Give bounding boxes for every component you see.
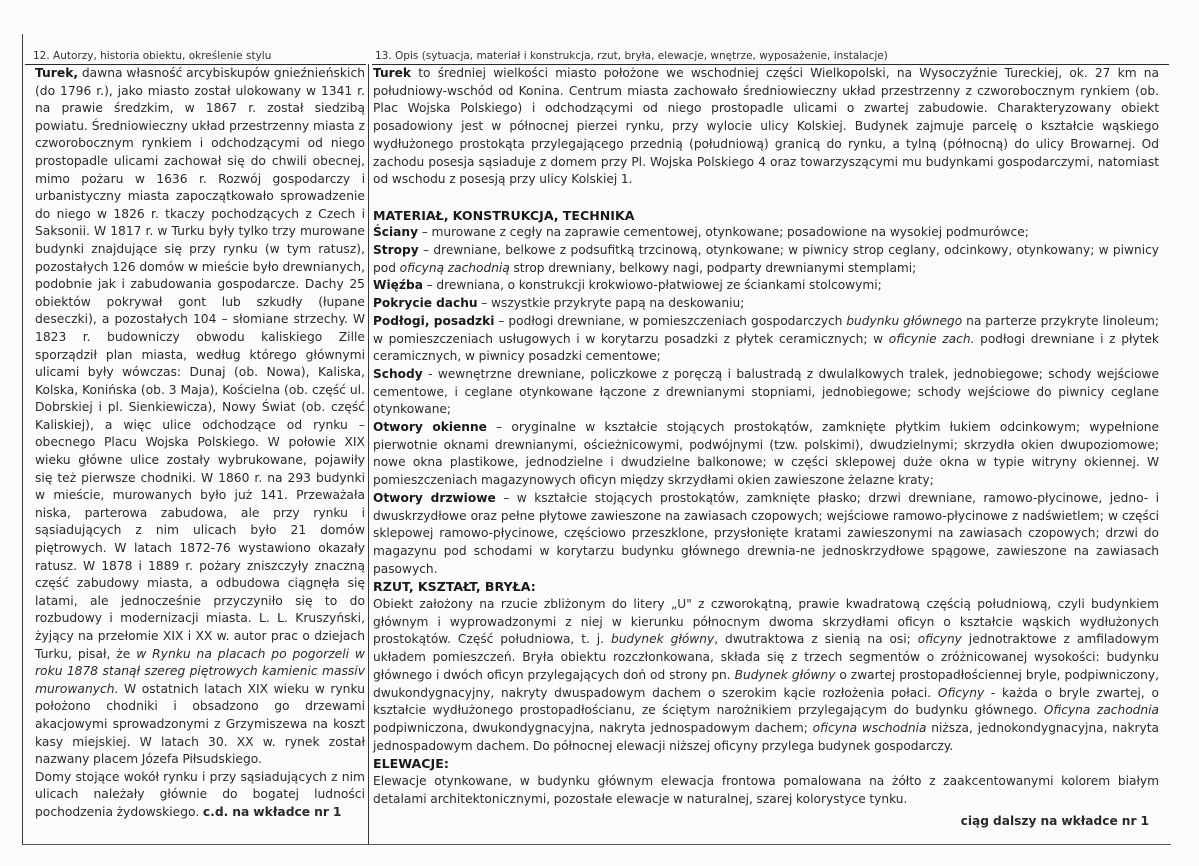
quote: w Rynku na placach po pogorzeli w roku 1878 stanął szereg piętrowych kamienic massiv murowanych. [35, 646, 365, 696]
continued-note-left: c.d. na wkładce nr 1 [202, 804, 342, 819]
column-divider [368, 64, 369, 844]
header-left: 12. Autorzy, historia obiektu, określenie stylu [33, 50, 272, 62]
town-name: Turek, [35, 66, 79, 80]
intro-paragraph: Turek to średniej wielkości miasto położone we wschodniej części Wielkopolski, na Wysoczyźnie Tureckiej, ok. 27 km na południowy-wschód od Konina. Centrum miasta zachowało średniowieczny układ przestrzenny z czworobocznym rynkiem (ob. Plac Wojska Polskiego) i odchodzącymi od niego prostopadle ulicami o zwartej zabudowie. Charakteryzowany obiekt posadowiony jest w północnej pierzei rynku, przy wylocie ulicy Kolskiej. Budynek zajmuje parcelę o kształcie wąskiego wydłużonego prostokąta przylegającego przednią (południową) granicą do rynku, a tylną (północną) do ulicy Browarnej. Od zachodu posesja sąsiaduje z domem przy Pl. Wojska Polskiego 4 oraz towarzyszącymi mu budynkami gospodarczymi, natomiast od wschodu z posesją przy ulicy Kolskiej 1. [373, 66, 1159, 187]
history-column [35, 65, 365, 822]
description-column [373, 65, 1159, 830]
item-doors: Otwory drzwiowe – w kształcie stojących prostokątów, zamknięte płasko; drzwi drewniane, ramowo-płycinowe, jedno- i dwuskrzydłowe oraz pełne płytowe zawieszone na zawiasach czopowych; wejściowe ramowo-płycinowe z nadświetlem; w części sklepowej ramowo-płycinowe, częściowo przeszklone, przysłonięte kratami zawieszonymi na zawiasach czopowych; drzwi do magazynu pod schodami w korytarzu budynku głównego drewnia-ne jednoskrzydłowe spągowe, zawieszone na zawiasach pasowych. [373, 490, 1159, 576]
section-heading-plan: RZUT, KSZTAŁT, BRYŁA: [373, 579, 536, 595]
item-roof-truss: Więźba – drewniana, o konstrukcji krokwiowo-płatwiowej ze ściankami stolcowymi; [373, 278, 882, 293]
item-windows: Otwory okienne – oryginalne w kształcie stojących prostokątów, zamknięte płytkim łukiem odcinkowym; wypełnione pierwotnie oknami drewnianymi, ościeżnicowymi, podwójnymi (tzw. polskimi), dwudzielnymi; skrzydła okien dwupoziomowe; nowe okna plastikowe, jednodzielne i dwudzielne balkonowe; w części sklepowej duże okna w typie witryny okiennej. W pomieszczeniach magazynowych oficyn między skrzydłami okien zawieszone żelazne kraty; [373, 420, 1160, 488]
item-floors: Podłogi, posadzki – podłogi drewniane, w pomieszczeniach gospodarczych budynku głównego na parterze przykryte linoleum; w pomieszczeniach usługowych i w korytarzu posadzki z płytek ceramicznych; w oficynie zach. podłogi drewniane i z płytek ceramicznych, w piwnicy posadzki cementowe; [373, 313, 1159, 364]
document-sheet [22, 34, 1171, 845]
item-ceilings: Stropy – drewniane, belkowe z podsufitką trzcinową, otynkowane; w piwnicy strop ceglany, odcinkowy, otynkowany; w piwnicy pod oficyną zachodnią strop drewniany, belkowy nagi, podparty drewnianymi stemplami; [373, 243, 1159, 275]
item-roofing: Pokrycie dachu – wszystkie przykryte papą na deskowaniu; [373, 296, 745, 311]
plan-paragraph: Obiekt założony na rzucie zbliżonym do litery „U" z czworokątną, prawie kwadratową częścią południową, czyli budynkiem głównym i wyprowadzonymi z niej w kierunku północnym dwoma skrzydłami oficyn o kształcie wąskich wydłużonych prostokątów. Część południowa, t. j. budynek główny, dwutraktowa z sienią na osi; oficyny jednotraktowe z amfiladowym układem pomieszczeń. Bryła obiektu rozczłonkowana, składa się z trzech segmentów o zróżnicowanej wysokości: budynku głównego i dwóch oficyn przylegających doń od strony pn. Budynek główny o zwartej prostopadłościennej bryle, podpiwniczony, dwukondygnacyjny, nakryty dwuspadowym dachem o szerokim kącie rozłożenia połaci. Oficyny - każda o bryle zwartej, o kształcie wydłużonego prostopadłościanu, ze ściętym narożnikiem przylegającym do budynku głównego. Oficyna zachodnia podpiwniczona, dwukondygnacyjna, nakryta jednospadowym dachem; oficyna wschodnia niższa, jednokondygnacyjna, nakryta jednospadowym dachem. Do północnej elewacji niższej oficyny przylega budynek gospodarczy. [373, 597, 1160, 753]
elevations-paragraph: Elewacje otynkowane, w budynku głównym elewacja frontowa pomalowana na żółto z zaakcentowanymi kolorem białym detalami architektonicznymi, pozostałe elewacje w naturalnej, szarej kolorystyce tynku. [373, 774, 1159, 806]
history-paragraph-2: Domy stojące wokół rynku i przy sąsiadujących z nim ulicach należały głównie do bogatej ludności pochodzenia żydowskiego. c.d. na wkładce nr 1 [35, 769, 365, 819]
history-paragraph: Turek, dawna własność arcybiskupów gnieźnieńskich (do 1796 r.), jako miasto został ulokowany w 1341 r. na prawie średzkim, w 1867 r. został siedzibą powiatu. Średniowieczny układ przestrzenny miasta z czworobocznym rynkiem i odchodzącymi od niego prostopadle ulicami zachował się do chwili obecnej, mimo pożaru w 1636 r. Rozwój gospodarczy i urbanistyczny miasta zapoczątkowało sprowadzenie do niego w 1826 r. tkaczy pochodzących z Czech i Saksonii. W 1817 r. w Turku były tylko trzy murowane budynki znajdujące się przy rynku (w tym ratusz), pozostałych 126 domów w mieście było drewnianych, podobnie jak i zabudowania gospodarcze. Dachy 25 obiektów pokrywał gont lub szkudły (łupane deseczki), a pozostałych 104 – słomiane strzechy. W 1823 r. budowniczy obwodu kaliskiego Zille sporządził plan miasta, według którego głównymi ulicami były wówczas: Dunaj (ob. Nowa), Kaliska, Kolska, Konińska (ob. 3 Maja), Kościelna (ob. część ul. Dobrskiej i pl. Sienkiewicza), Nowy Świat (ob. część Kaliskiej), a więc ulice odchodzące od rynku – obecnego Placu Wojska Polskiego. W połowie XIX wieku główne ulice zostały wybrukowane, pojawiły się też pierwsze chodniki. W 1860 r. na 293 budynki w mieście, murowanych było już 141. Przeważała niska, parterowa zabudowa, ale przy rynku i sąsiadujących z nim ulicach było 21 domów piętrowych. W latach 1872-76 wystawiono okazały ratusz. W 1878 i 1889 r. pożary zniszczyły znaczną część zabudowy miasta, a odbudowa ciągnęła się latami, ale jednocześnie przyczyniło się to do rozbudowy i modernizacji miasta. L. L. Kruszyński, żyjący na przełomie XIX i XX w. autor prac o dziejach Turku, pisał, że w Rynku na placach po pogorzeli w roku 1878 stanął szereg piętrowych kamienic massiv murowanych. W ostatnich latach XIX wieku w rynku położono chodniki i obsadzono go drzewami akacjowymi sprowadzonymi z Grzymiszewa na koszt kasy miejskiej. W latach 30. XX w. rynek został nazwany placem Józefa Piłsudskiego. [35, 66, 365, 767]
section-heading-elevations: ELEWACJE: [373, 756, 449, 772]
header-right: 13. Opis (sytuacja, materiał i konstrukcja, rzut, bryła, elewacje, wnętrze, wyposażenie, instalacje) [375, 50, 888, 62]
item-walls: Ściany – murowane z cegły na zaprawie cementowej, otynkowane; posadowione na wysokiej podmurówce; [373, 225, 1029, 240]
item-stairs: Schody - wewnętrzne drewniane, policzkowe z poręczą i balustradą z dwulalkowych tralek, jednobiegowe; schody wejściowe cementowe, i ceglane otynkowane łączone z drewnianymi stopniami, jednobiegowe; schody wejściowe do piwnicy ceglane otynkowane; [373, 366, 1159, 417]
section-heading-material: MATERIAŁ, KONSTRUKCJA, TECHNIKA [373, 207, 635, 223]
continued-note-right: ciąg dalszy na wkładce nr 1 [960, 813, 1149, 828]
